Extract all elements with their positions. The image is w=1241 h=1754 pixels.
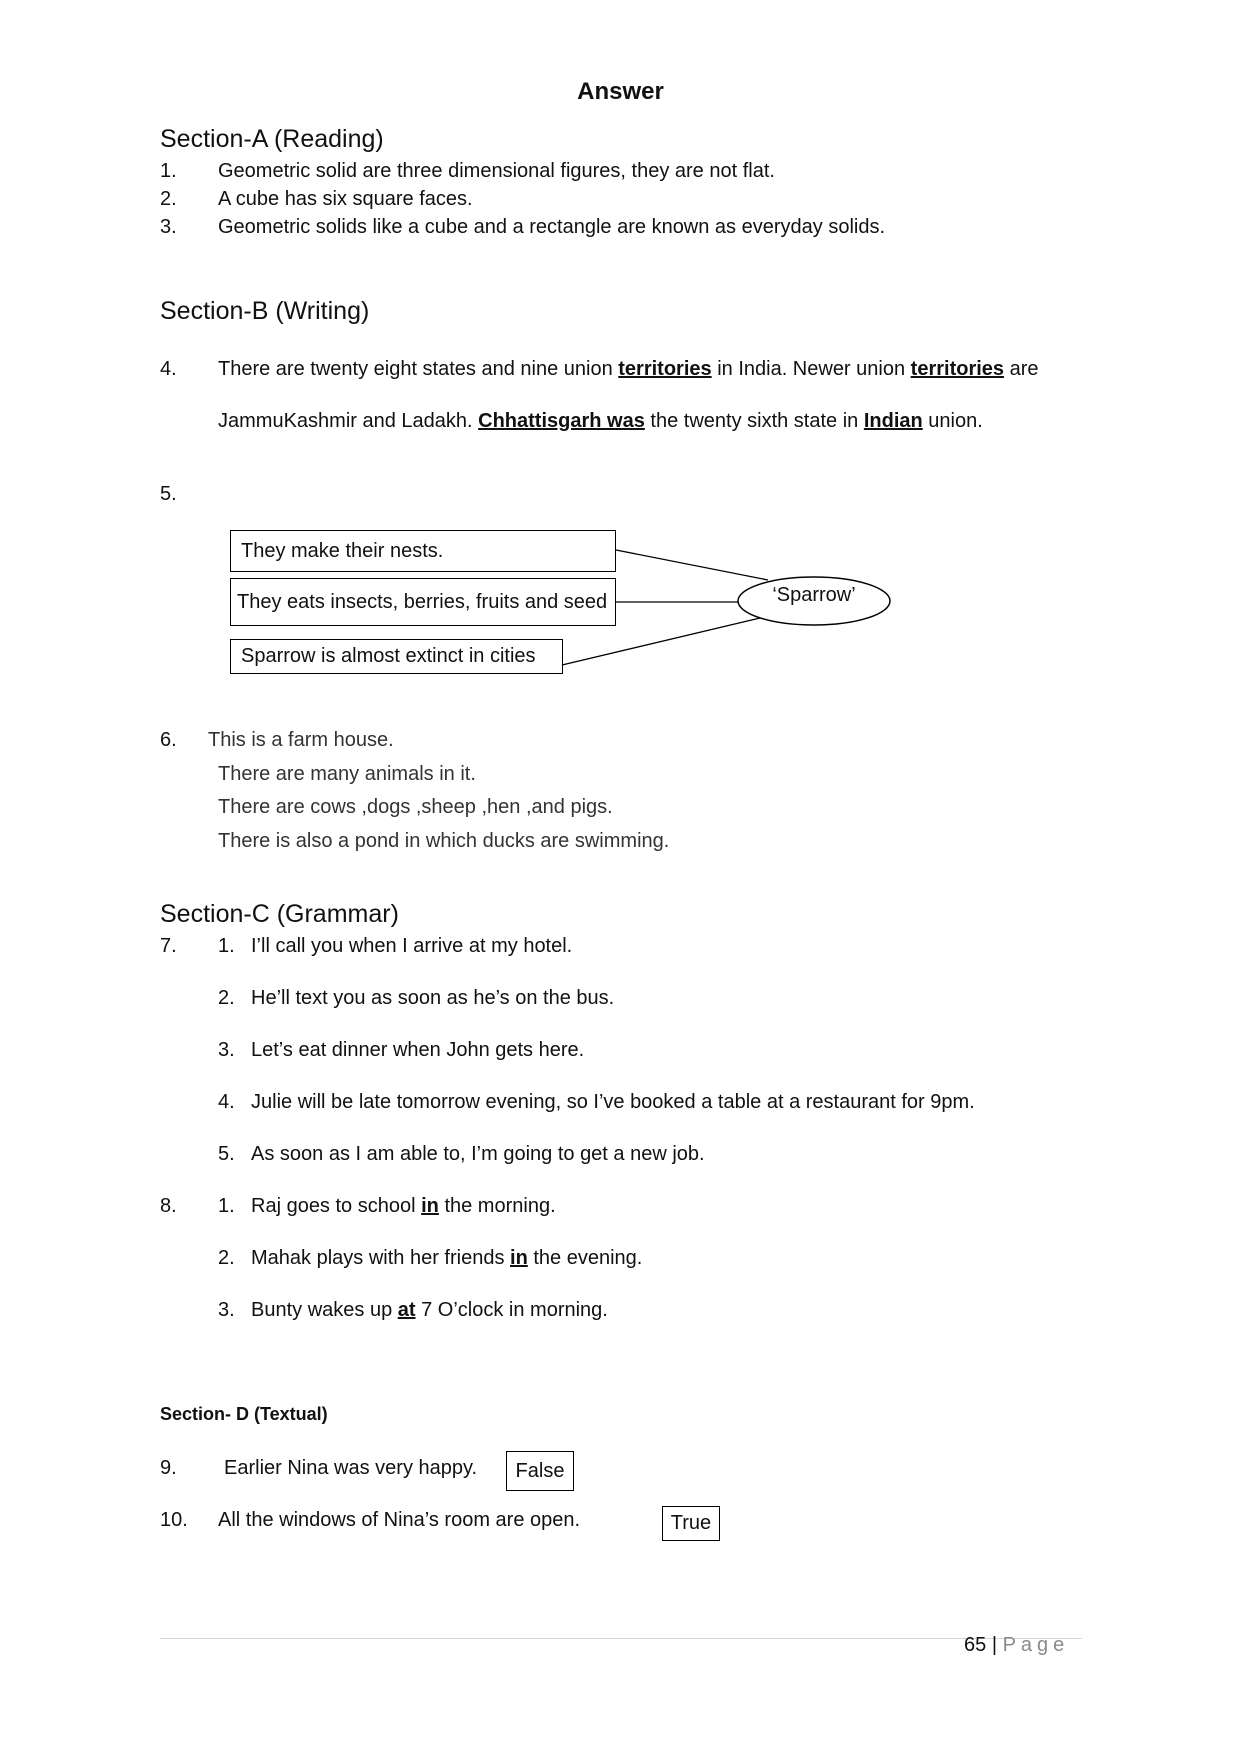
item-number: 3.: [160, 216, 177, 238]
item-number: 1.: [160, 160, 177, 182]
q4-answer-word: Chhattisgarh was: [478, 410, 645, 432]
q10-statement: All the windows of Nina’s room are open.: [218, 1509, 581, 1531]
item-number: 6.: [160, 729, 177, 751]
item-number: 9.: [160, 1457, 177, 1479]
q4-text: are: [1004, 358, 1039, 380]
q8-item-number: 1.: [218, 1195, 235, 1217]
item-number: 8.: [160, 1195, 177, 1217]
sparrow-label: ‘Sparrow’: [772, 584, 856, 606]
q4-text: There are twenty eight states and nine union: [218, 358, 619, 380]
footer-rule: [160, 1638, 1082, 1639]
q4-text: the twenty sixth state in: [644, 410, 864, 432]
q8-text: 7 O’clock in morning.: [415, 1299, 608, 1321]
q7-item-2: He’ll text you as soon as he’s on the bus.: [251, 987, 615, 1009]
item-number: 4.: [160, 358, 177, 380]
section-c-heading: Section-C (Grammar): [160, 900, 399, 928]
q4-answer-word: Indian: [863, 410, 923, 432]
q7-item-number: 3.: [218, 1039, 235, 1061]
q4-text: JammuKashmir and Ladakh.: [218, 410, 479, 432]
q10-answer-box: True: [662, 1506, 720, 1541]
q8-text: Mahak plays with her friends: [251, 1247, 511, 1269]
q8-text: the morning.: [438, 1195, 556, 1217]
q8-text: the evening.: [527, 1247, 643, 1269]
q6-line-1: This is a farm house.: [208, 729, 394, 751]
item-number: 10.: [160, 1509, 188, 1531]
q7-item-number: 4.: [218, 1091, 235, 1113]
q8-answer-word: in: [510, 1247, 528, 1269]
reading-answer-3: Geometric solids like a cube and a rectangle are known as everyday solids.: [218, 216, 886, 238]
connector-line: [616, 550, 768, 580]
page-number: 65: [964, 1634, 987, 1656]
q4-answer-word: territories: [618, 358, 712, 380]
q8-text: Raj goes to school: [251, 1195, 422, 1217]
q4-text: union.: [922, 410, 983, 432]
q8-answer-word: at: [397, 1299, 416, 1321]
q9-answer-box: False: [506, 1451, 574, 1491]
q6-line-4: There is also a pond in which ducks are swimming.: [218, 830, 670, 852]
q7-item-number: 1.: [218, 935, 235, 957]
item-number: 2.: [160, 188, 177, 210]
section-b-heading: Section-B (Writing): [160, 297, 370, 325]
section-d-heading: Section- D (Textual): [160, 1404, 328, 1424]
item-number: 5.: [160, 483, 177, 505]
q5-box-3: Sparrow is almost extinct in cities: [230, 639, 563, 674]
q8-item-2: [251, 1247, 642, 1270]
q9-statement: Earlier Nina was very happy.: [224, 1457, 478, 1479]
q8-item-1: [251, 1195, 556, 1218]
page-separator: |: [991, 1634, 998, 1656]
q8-answer-word: in: [421, 1195, 439, 1217]
q8-text: Bunty wakes up: [251, 1299, 398, 1321]
q6-line-3: There are cows ,dogs ,sheep ,hen ,and pigs.: [218, 796, 613, 818]
q7-item-1: I’ll call you when I arrive at my hotel.: [251, 935, 573, 957]
q4-answer-word: territories: [910, 358, 1005, 380]
item-number: 7.: [160, 935, 177, 957]
q8-item-number: 3.: [218, 1299, 235, 1321]
q5-box-1: They make their nests.: [230, 530, 616, 572]
q4-text: in India. Newer union: [711, 358, 911, 380]
q8-item-number: 2.: [218, 1247, 235, 1269]
q7-item-number: 2.: [218, 987, 235, 1009]
q7-item-number: 5.: [218, 1143, 235, 1165]
page-footer: [964, 1634, 1069, 1657]
q7-item-5: As soon as I am able to, I’m going to get a new job.: [251, 1143, 705, 1165]
page-title: Answer: [577, 78, 664, 105]
reading-answer-1: Geometric solid are three dimensional figures, they are not flat.: [218, 160, 775, 182]
reading-answer-2: A cube has six square faces.: [218, 188, 473, 210]
q5-box-2: They eats insects, berries, fruits and seed: [230, 578, 616, 626]
page-label: Page: [1002, 1634, 1070, 1656]
q8-item-3: [251, 1299, 608, 1322]
q7-item-3: Let’s eat dinner when John gets here.: [251, 1039, 585, 1061]
section-a-heading: Section-A (Reading): [160, 125, 384, 153]
q7-item-4: Julie will be late tomorrow evening, so I’ve booked a table at a restaurant for 9pm.: [251, 1091, 975, 1113]
q6-line-2: There are many animals in it.: [218, 763, 476, 785]
